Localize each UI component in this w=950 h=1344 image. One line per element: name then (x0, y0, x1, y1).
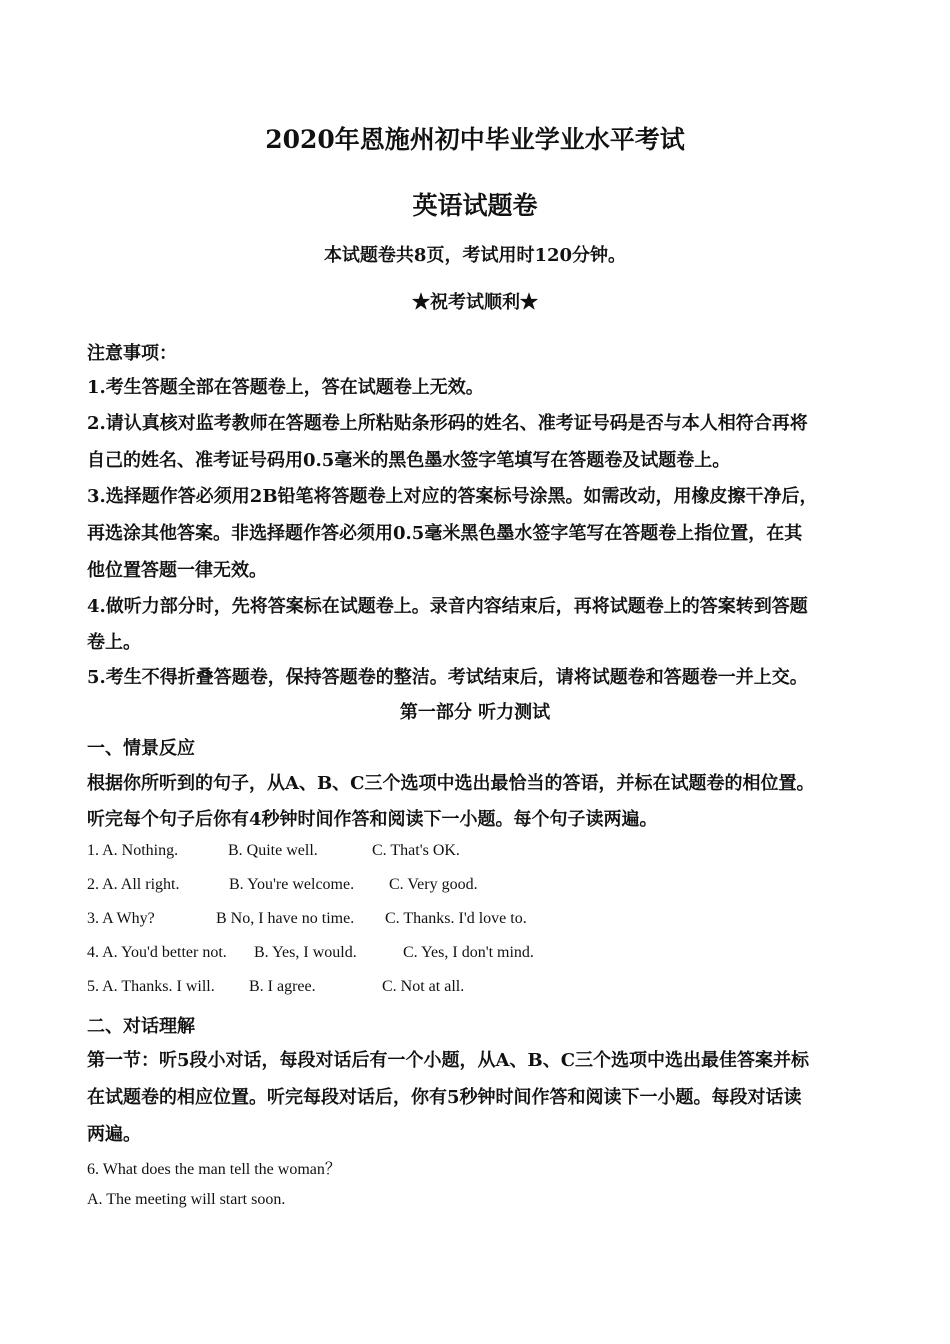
note-line: 5.考生不得折叠答题卷，保持答题卷的整洁。考试结束后，请将试题卷和答题卷一并上交。 (87, 667, 808, 688)
option-b: B. I agree. (249, 978, 316, 995)
section-heading: 二、对话理解 (87, 1016, 195, 1037)
note-line: 2.请认真核对监考教师在答题卷上所粘贴条形码的姓名、准考证号码是否与本人相符合再将 (87, 413, 808, 434)
option-a: 4. A. You'd better not. (87, 944, 227, 961)
exam-subtitle: 英语试题卷 (412, 191, 538, 220)
option-c: C. Not at all. (382, 978, 465, 995)
exam-title: 2020年恩施州初中毕业学业水平考试 (265, 125, 685, 154)
section-heading: 一、情景反应 (87, 738, 195, 759)
option-c: C. That's OK. (372, 842, 460, 859)
option-b: B. You're welcome. (229, 876, 355, 893)
part-title: 第一部分 听力测试 (399, 702, 551, 723)
note-line: 卷上。 (87, 632, 141, 653)
option-b: B No, I have no time. (216, 910, 355, 927)
option-c: C. Yes, I don't mind. (403, 944, 534, 961)
note-line: 他位置答题一律无效。 (87, 560, 267, 581)
section-instructions: 两遍。 (87, 1124, 141, 1145)
option-c: C. Thanks. I'd love to. (385, 910, 527, 927)
option-a: 5. A. Thanks. I will. (87, 978, 215, 995)
exam-info: 本试题卷共8页，考试用时120分钟。 (323, 245, 627, 266)
section-instructions: 第一节：听5段小对话，每段对话后有一个小题，从A、B、C三个选项中选出最佳答案并标 (87, 1050, 810, 1071)
note-line: 3.选择题作答必须用2B铅笔将答题卷上对应的答案标号涂黑。如需改动，用橡皮擦干净后， (87, 486, 818, 507)
option-b: B. Quite well. (228, 842, 318, 859)
option-a: 2. A. All right. (87, 876, 180, 893)
option-a: 3. A Why? (87, 910, 155, 927)
note-line: 4.做听力部分时，先将答案标在试题卷上。录音内容结束后，再将试题卷上的答案转到答题 (87, 596, 808, 617)
note-line: 1.考生答题全部在答题卷上，答在试题卷上无效。 (87, 377, 484, 398)
note-line: 再选涂其他答案。非选择题作答必须用0.5毫米黑色墨水签字笔写在答题卷上指位置，在其 (87, 523, 803, 544)
good-luck-line: ★祝考试顺利★ (412, 292, 538, 313)
question-6-option-a: A. The meeting will start soon. (87, 1191, 286, 1208)
section-instructions: 在试题卷的相应位置。听完每段对话后，你有5秒钟时间作答和阅读下一小题。每段对话读 (87, 1087, 802, 1108)
section-instructions: 根据你所听到的句子，从A、B、C三个选项中选出最恰当的答语，并标在试题卷的相位置。 (87, 773, 815, 794)
option-c: C. Very good. (389, 876, 478, 893)
note-line: 自己的姓名、准考证号码用0.5毫米的黑色墨水签字笔填写在答题卷及试题卷上。 (87, 450, 731, 471)
option-b: B. Yes, I would. (254, 944, 357, 961)
notes-heading: 注意事项： (87, 343, 177, 364)
question-6: 6. What does the man tell the woman？ (87, 1161, 341, 1178)
option-a: 1. A. Nothing. (87, 842, 179, 859)
section-instructions: 听完每个句子后你有4秒钟时间作答和阅读下一小题。每个句子读两遍。 (87, 809, 658, 830)
